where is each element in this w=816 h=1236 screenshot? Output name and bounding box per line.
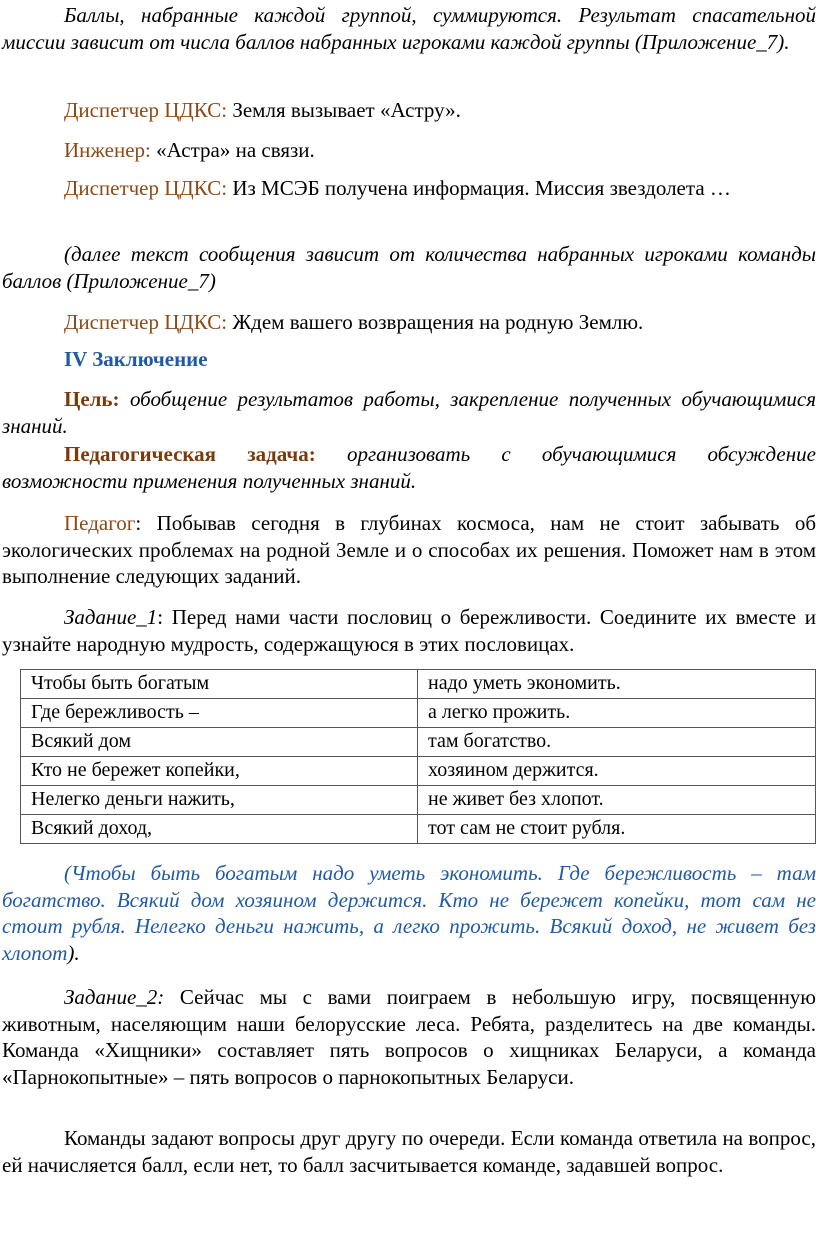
proverb-end-cell: хозяином держится.	[418, 757, 816, 786]
proverb-end-cell: не живет без хлопот.	[418, 786, 816, 815]
task2-label: Задание_2:	[64, 985, 165, 1009]
proverb-start-cell: Всякий доход,	[21, 815, 418, 844]
teacher-text: : Побывав сегодня в глубинах космоса, нам не стоит забывать об экологических проблемах на родной Земле и о способах их решения. Поможет нам в этом выполнение следующих заданий.	[2, 511, 816, 588]
pedagogical-task-paragraph	[2, 441, 816, 494]
goal-label: Цель:	[64, 387, 120, 411]
task2-text: Сейчас мы с вами поиграем в небольшую игру, посвященную животным, населяющим наши белорусские леса. Ребята, разделитесь на две команды. Команда «Хищники» составляет пять вопросов о хищниках Беларуси, а команда «Парнокопытные» – пять вопросов о парнокопытных Беларуси.	[2, 985, 816, 1089]
proverb-start-cell: Кто не бережет копейки,	[21, 757, 418, 786]
task1-paragraph	[2, 604, 816, 657]
dialog-text: Ждем вашего возвращения на родную Землю.	[227, 310, 644, 334]
table-row	[21, 670, 816, 699]
speaker-label: Диспетчер ЦДКС:	[64, 310, 228, 334]
goal-text: обобщение результатов работы, закрепление полученных обучающимися знаний.	[2, 387, 816, 438]
proverbs-table-body	[21, 670, 816, 844]
message-note: (далее текст сообщения зависит от количества набранных игроками команды баллов (Приложение_7)	[2, 242, 816, 293]
table-row	[21, 699, 816, 728]
task1-text: : Перед нами части пословиц о бережливости. Соедините их вместе и узнайте народную мудрость, содержащуюся в этих пословицах.	[2, 605, 816, 656]
goal-paragraph	[2, 386, 816, 439]
proverbs-table	[20, 669, 816, 844]
table-row	[21, 786, 816, 815]
dialog-text: Земля вызывает «Астру».	[227, 98, 461, 122]
table-row	[21, 728, 816, 757]
proverb-start-cell: Нелегко деньги нажить,	[21, 786, 418, 815]
dialog-line-1	[2, 97, 816, 124]
results-paragraph: Баллы, набранные каждой группой, суммируются. Результат спасательной миссии зависит от числа баллов набранных игроками каждой группы (Приложение_7).	[2, 3, 816, 54]
speaker-label: Диспетчер ЦДКС:	[64, 98, 228, 122]
task2-paragraph	[2, 984, 816, 1090]
proverb-start-cell: Где бережливость –	[21, 699, 418, 728]
task-text: организовать с обучающимися обсуждение возможности применения полученных знаний.	[2, 442, 816, 493]
dialog-text: «Астра» на связи.	[150, 138, 315, 162]
dialog-line-2	[2, 137, 816, 164]
task1-label: Задание_1	[64, 605, 158, 629]
table-row	[21, 815, 816, 844]
teacher-paragraph	[2, 510, 816, 590]
proverb-end-cell: надо уметь экономить.	[418, 670, 816, 699]
proverb-end-cell: там богатство.	[418, 728, 816, 757]
task-label: Педагогическая задача:	[64, 442, 316, 466]
speaker-label: Инженер:	[64, 138, 151, 162]
answer-text: Чтобы быть богатым надо уметь экономить. Где бережливость – там богатство. Всякий дом хозяином держится. Кто не бережет копейки, тот сам не стоит рубля. Нелегко деньги нажить, а легко прожить. Всякий доход, не живет без хлопот	[2, 861, 816, 965]
section-title: IV Заключение	[64, 347, 208, 371]
speaker-label: Диспетчер ЦДКС:	[64, 176, 228, 200]
dialog-line-4	[2, 309, 816, 336]
answer-open: (	[64, 861, 71, 885]
answer-paragraph	[2, 860, 816, 966]
proverb-end-cell: а легко прожить.	[418, 699, 816, 728]
rules-paragraph: Команды задают вопросы друг другу по очереди. Если команда ответила на вопрос, ей начисляется балл, если нет, то балл засчитывается команде, задавшей вопрос.	[2, 1126, 816, 1177]
dialog-text: Из МСЭБ получена информация. Миссия звездолета …	[227, 176, 731, 200]
answer-close: ).	[67, 940, 80, 965]
dialog-line-3	[2, 175, 816, 202]
speaker-label: Педагог	[64, 511, 136, 535]
proverb-start-cell: Всякий дом	[21, 728, 418, 757]
proverb-start-cell: Чтобы быть богатым	[21, 670, 418, 699]
proverb-end-cell: тот сам не стоит рубля.	[418, 815, 816, 844]
table-row	[21, 757, 816, 786]
